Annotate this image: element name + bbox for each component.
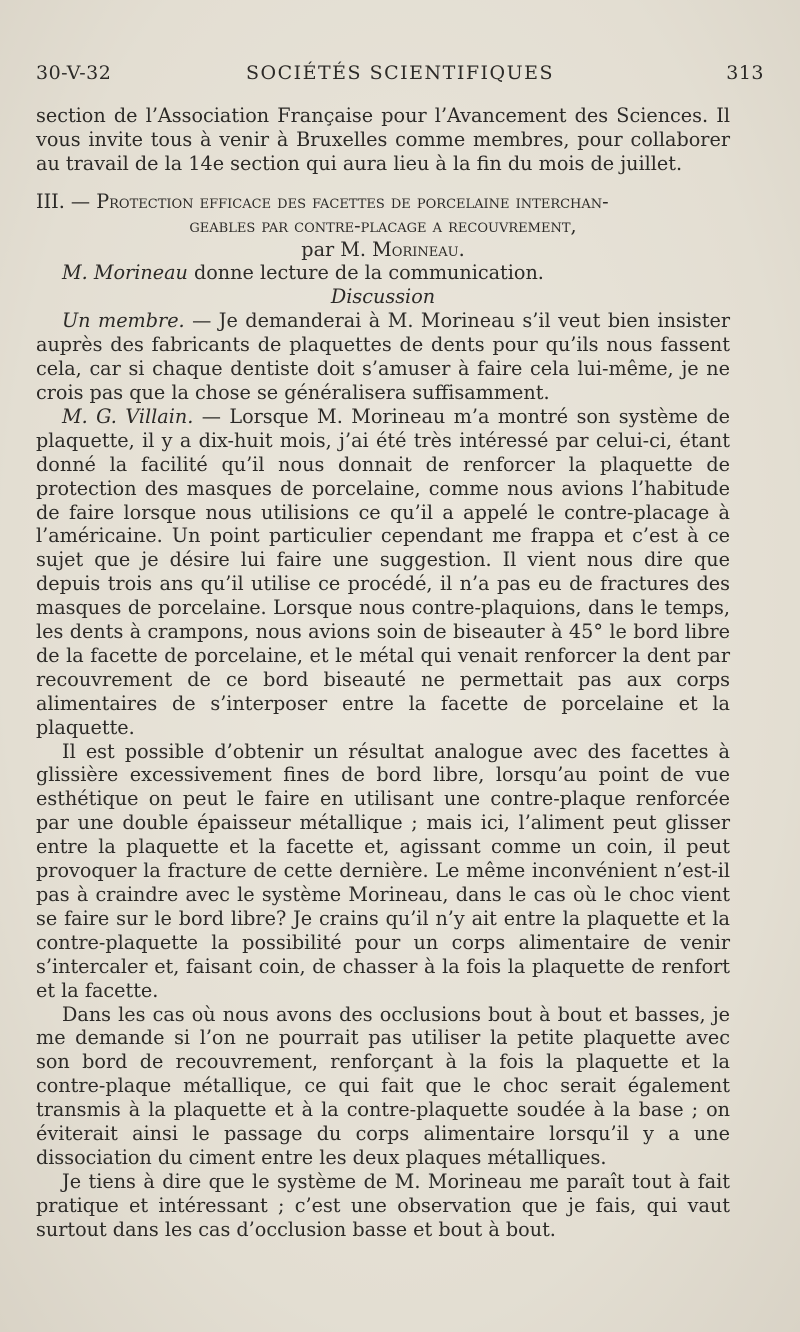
paragraph — [36, 740, 730, 1003]
section-number: III. — — [36, 189, 91, 213]
paragraph — [36, 309, 730, 405]
section-title-line-1 — [36, 190, 730, 214]
author-prefix: par M. — [301, 237, 367, 261]
discussion-heading-text: Discussion — [330, 285, 436, 309]
header-title: SOCIÉTÉS SCIENTIFIQUES — [246, 62, 554, 84]
paragraph — [36, 405, 730, 740]
section-title-line-2: geables par contre-placage a recouvrement, — [189, 213, 577, 237]
intro-paragraph: section de l’Association Française pour l’Avancement des Sciences. Il vous invite tous à venir à Bruxelles comme membres, pour collaborer au travail de la 14e section qui aura lieu à la fin du mois de juillet. — [36, 104, 730, 175]
reading-speaker: M. Morineau — [62, 261, 188, 285]
page-number: 313 — [726, 62, 764, 84]
header-date: 30-V-32 — [36, 62, 112, 84]
paragraph-text: Il est possible d’obtenir un résultat analogue avec des facettes à glissière excessivement fines de bord libre, lorsqu’au point de vue esthétique on peut le faire en utilisant une contre-plaque renforcée par une double épaisseur métallique ; mais ici, l’aliment peut glisser entre la plaquette et la facette et, agissant comme un coin, il peut provoquer la fracture de cette dernière. Le même inconvénient n’est-il pas à craindre avec le système Morineau, dans le cas où le choc vient se faire sur le bord libre? Je crains qu’il n’y ait entre la plaquette et la contre-plaquette la possibilité pour un corps alimentaire de venir s’intercaler et, faisant coin, de chasser à la fois la plaquette de renfort et la facette. — [36, 739, 730, 1002]
paragraph-text: Dans les cas où nous avons des occlusions bout à bout et basses, je me demande si l’on ne pourrait pas utiliser la petite plaquette avec son bord de recouvrement, renforçant à la fois la plaquette et la contre-plaque métallique, ce qui fait que le choc serait également transmis à la plaquette et à la contre-plaquette soudée à la base ; on éviterait ainsi le passage du corps alimentaire lorsqu’il y a une dissociation du ciment entre les deux plaques métalliques. — [36, 1002, 730, 1169]
paragraph-text: — Je demanderai à M. Morineau s’il veut bien insister auprès des fabricants de plaquettes de dents pour qu’ils nous fassent cela, car si chaque dentiste doit s’amuser à faire cela lui-même, je ne crois pas que la chose se généralisera suffisamment. — [36, 309, 730, 404]
reading-text: donne lecture de la communication. — [187, 261, 544, 285]
discussion-heading — [36, 285, 730, 309]
section-title-block — [36, 190, 730, 262]
paragraph-text: Je tiens à dire que le système de M. Morineau me paraît tout à fait pratique et intéressant ; c’est une observation que je fais, qui vaut surtout dans les cas d’occlusion basse et bout à bout. — [36, 1169, 730, 1241]
running-header — [36, 62, 764, 88]
reading-line — [36, 261, 730, 285]
section-author — [36, 238, 730, 262]
page-body — [36, 104, 730, 1242]
paragraph — [36, 1170, 730, 1242]
paragraph-speaker: Un membre. — [62, 309, 185, 333]
paragraph-text: — Lorsque M. Morineau m’a montré son système de plaquette, il y a dix-huit mois, j’ai été très intéressé par celui-ci, étant donné la facilité qu’il nous donnait de renforcer la plaquette de protection des masques de porcelaine, comme nous avions l’habitude de faire lorsque nous utilisions ce qu’il a appelé le contre-placage à l’américaine. Un point particulier cependant me frappa et c’est à ce sujet que je désire lui faire une suggestion. Il vient nous dire que depuis trois ans qu’il utilise ce procédé, il n’a pas eu de fractures des masques de porcelaine. Lorsque nous contre-plaquions, dans le temps, les dents à crampons, nous avions soin de biseauter à 45° le bord libre de la facette de porcelaine, et le métal qui venait renforcer la dent par recouvrement de ce bord biseauté ne permettait pas aux corps alimentaires de s’interposer entre la facette de porcelaine et la plaquette. — [36, 404, 730, 739]
paragraph-speaker: M. G. Villain. — [62, 404, 194, 428]
author-name: Morineau. — [372, 237, 465, 261]
paragraph — [36, 1003, 730, 1170]
section-title-part-1: Protection efficace des facettes de porcelaine interchan- — [96, 189, 609, 213]
